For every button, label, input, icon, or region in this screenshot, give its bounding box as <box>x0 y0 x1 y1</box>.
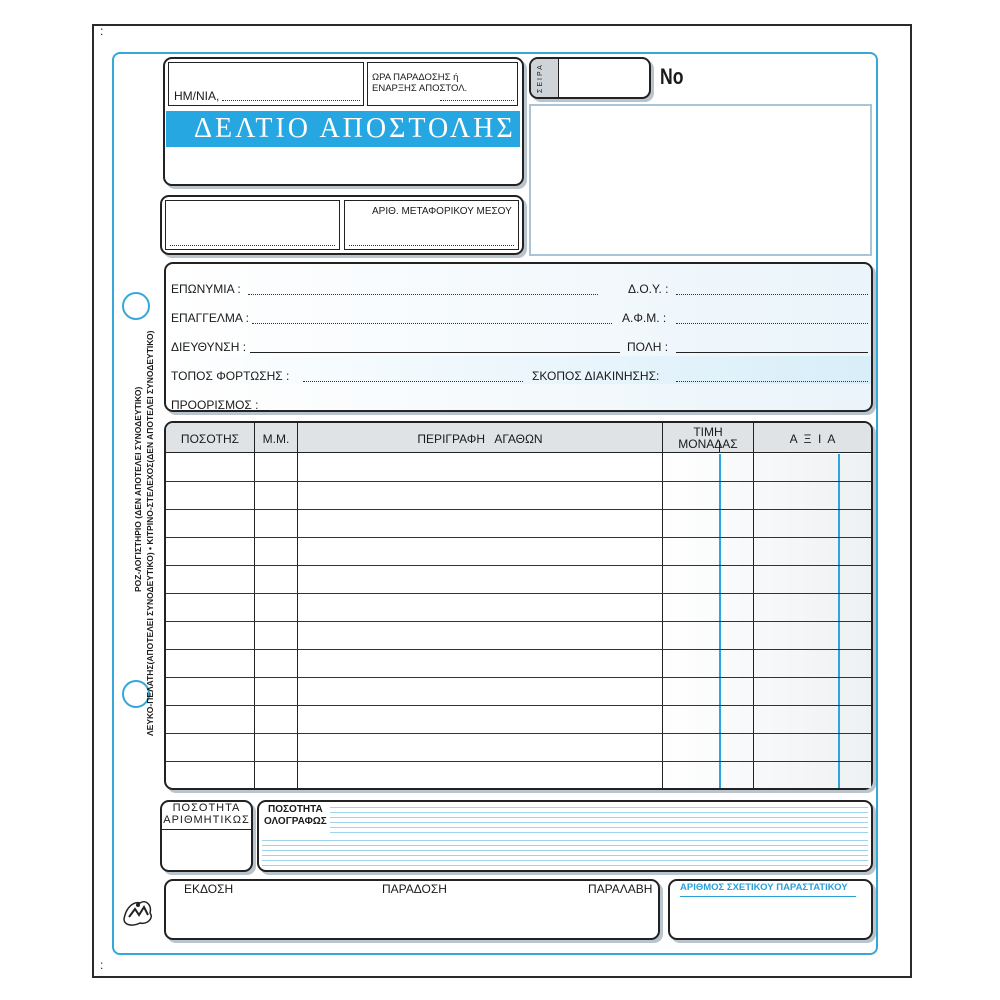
publisher-logo <box>120 893 156 929</box>
table-row[interactable] <box>166 733 871 734</box>
perforation-mark-bottom: : <box>100 958 104 972</box>
vehicle-left-field[interactable] <box>170 245 335 246</box>
table-row[interactable] <box>166 509 871 510</box>
table-row[interactable] <box>166 565 871 566</box>
issuer-box[interactable] <box>529 104 872 256</box>
header-description: ΠΕΡΙΓΡΑΦΗ ΑΓΑΘΩΝ <box>417 432 543 446</box>
qty-numeric-field[interactable] <box>162 832 251 870</box>
customer-box <box>164 262 873 412</box>
signatures-field[interactable] <box>170 898 654 936</box>
table-row[interactable] <box>166 537 871 538</box>
header-unit: Μ.Μ. <box>262 432 290 446</box>
purpose-field[interactable] <box>676 381 868 382</box>
loading-place-field[interactable] <box>303 381 523 382</box>
date-label: ΗΜ/ΝΙΑ, <box>174 89 220 103</box>
date-field[interactable] <box>222 100 360 101</box>
perforation-mark-top: : <box>100 24 104 38</box>
qty-numeric-label-line1: ΠΟΣΟΤΗΤΑ <box>172 802 241 814</box>
time-label-line2: ΕΝΑΡΞΗΣ ΑΠΟΣΤΟΛ. <box>372 83 468 94</box>
related-doc-underline <box>680 896 856 897</box>
col-divider-4 <box>753 423 754 789</box>
qty-words-label-line2: ΟΛΟΓΡΑΦΩΣ <box>264 816 327 827</box>
table-row[interactable] <box>166 761 871 762</box>
qty-words-label-line1: ΠΟΣΟΤΗΤΑ <box>268 804 323 815</box>
name-label: ΕΠΩΝΥΜΙΑ : <box>171 282 241 296</box>
city-label: ΠΟΛΗ : <box>627 340 669 354</box>
document-title: ΔΕΛΤΙΟ ΑΠΟΣΤΟΛΗΣ <box>166 111 520 147</box>
destination-label: ΠΡΟΟΡΙΣΜΟΣ : <box>171 398 259 412</box>
delivery-label: ΠΑΡΑΔΟΣΗ <box>382 882 447 896</box>
series-tab <box>531 59 559 97</box>
table-row[interactable] <box>166 649 871 650</box>
number-label: No <box>660 64 684 89</box>
col-divider-1 <box>254 423 255 789</box>
receipt-label: ΠΑΡΑΛΑΒΗ <box>588 882 653 896</box>
time-label <box>372 72 467 94</box>
tax-office-field[interactable] <box>676 294 868 295</box>
qty-numeric-label <box>162 802 251 830</box>
vehicle-label: ΑΡΙΘ. ΜΕΤΑΦΟΡΙΚΟΥ ΜΕΣΟΥ <box>372 206 512 217</box>
time-field[interactable] <box>440 100 514 101</box>
series-label: ΣΕΙΡΑ <box>537 63 544 93</box>
related-doc-label: ΑΡΙΘΜΟΣ ΣΧΕΤΙΚΟΥ ΠΑΡΑΣΤΑΤΙΚΟΥ <box>680 882 848 893</box>
time-label-line1: ΩΡΑ ΠΑΡΑΔΟΣΗΣ ή <box>372 72 459 83</box>
purpose-label: ΣΚΟΠΟΣ ΔΙΑΚΙΝΗΣΗΣ: <box>532 369 660 383</box>
col-divider-3 <box>662 423 663 789</box>
qty-words-label <box>264 804 327 828</box>
table-row[interactable] <box>166 621 871 622</box>
vehicle-left-cell <box>165 200 340 250</box>
city-field[interactable] <box>676 352 868 353</box>
side-note-copy-1: ΡΟΖ-ΛΟΓΙΣΤΗΡΙΟ (ΔΕΝ ΑΠΟΤΕΛΕΙ ΣΥΝΟΔΕΥΤΙΚΟ) <box>133 386 143 592</box>
loading-place-label: ΤΟΠΟΣ ΦΟΡΤΩΣΗΣ : <box>171 369 290 383</box>
issue-label: ΕΚΔΟΣΗ <box>184 882 234 896</box>
related-doc-field[interactable] <box>674 900 867 936</box>
qty-numeric-label-line2: ΑΡΙΘΜΗΤΙΚΩΣ <box>163 814 250 826</box>
profession-field[interactable] <box>252 323 612 324</box>
destination-field[interactable] <box>270 410 868 411</box>
profession-label: ΕΠΑΓΓΕΛΜΑ : <box>171 311 249 325</box>
series-field[interactable] <box>561 61 647 95</box>
address-field[interactable] <box>250 352 620 353</box>
qty-words-field-bottom[interactable] <box>262 836 868 868</box>
address-label: ΔΙΕΥΘΥΝΣΗ : <box>171 340 247 354</box>
vat-label: Α.Φ.Μ. : <box>622 311 667 325</box>
table-row[interactable] <box>166 593 871 594</box>
header-value: Α Ξ Ι Α <box>789 432 836 446</box>
table-row[interactable] <box>166 677 871 678</box>
tax-office-label: Δ.Ο.Υ. : <box>628 282 669 296</box>
vehicle-number-field[interactable] <box>349 245 514 246</box>
qty-words-field-top[interactable] <box>330 803 868 833</box>
publisher-logo-icon <box>120 893 156 929</box>
vat-field[interactable] <box>676 323 868 324</box>
side-note-copy-2: ΛΕΥΚΟ-ΠΕΛΑΤΗΣ(ΑΠΟΤΕΛΕΙ ΣΥΝΟΔΕΥΤΙΚΟ) • ΚΙΤΡΙΝΟ-ΣΤΕΛΕΧΟΣ(ΔΕΝ ΑΠΟΤΕΛΕΙ ΣΥΝΟΔΕΥΤΙΚΟ) <box>145 330 155 736</box>
table-row[interactable] <box>166 481 871 482</box>
binder-hole-top <box>122 292 150 320</box>
header-unit-price <box>663 426 753 450</box>
header-quantity: ΠΟΣΟΤΗΣ <box>180 432 240 446</box>
col-divider-2 <box>297 423 298 789</box>
header-unit-price-line1: ΤΙΜΗ <box>693 425 723 439</box>
header-unit-price-line2: ΜΟΝΑΔΑΣ <box>678 437 738 451</box>
name-field[interactable] <box>248 294 598 295</box>
table-row[interactable] <box>166 705 871 706</box>
